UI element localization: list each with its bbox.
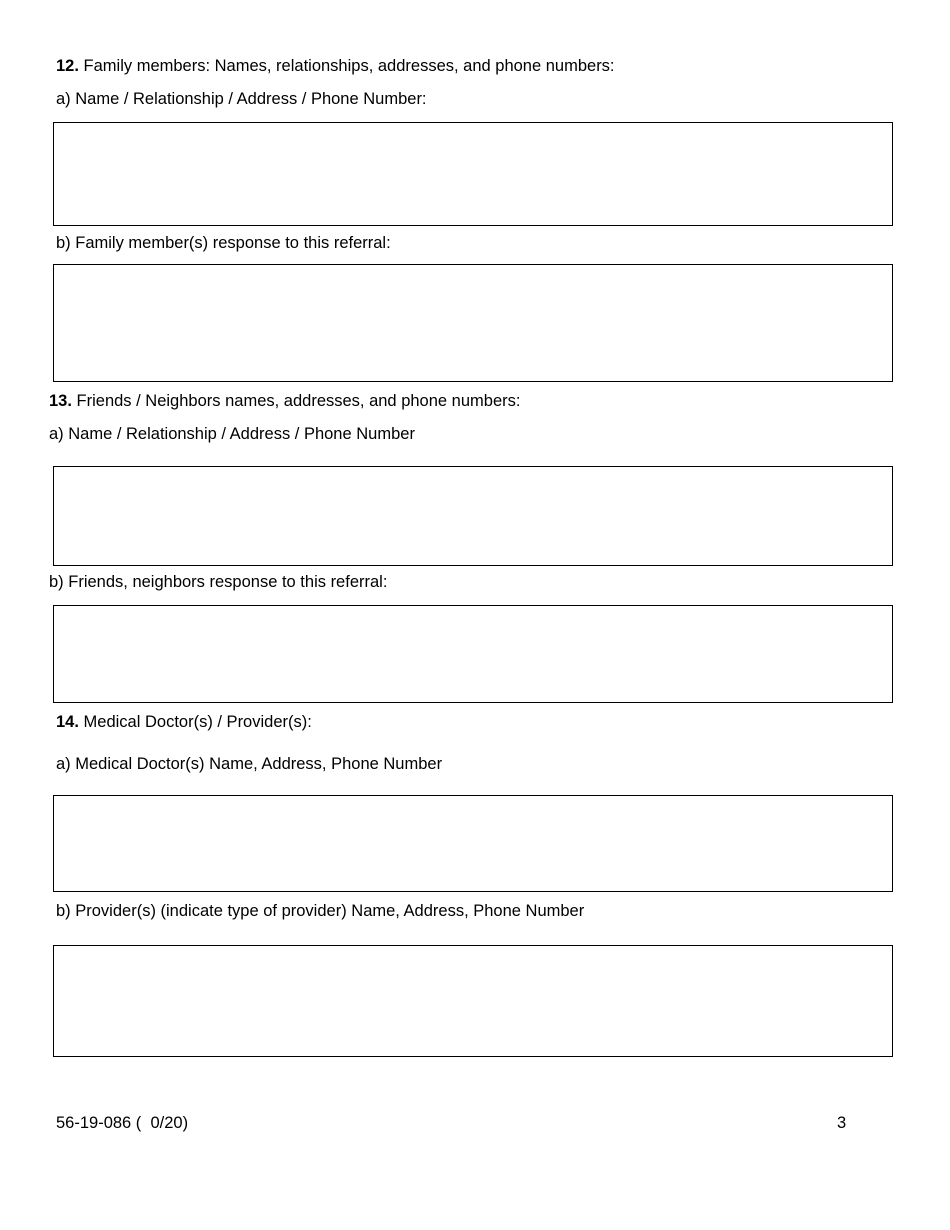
q14a-label: a) Medical Doctor(s) Name, Address, Phone Number bbox=[56, 755, 443, 773]
q13-title: Friends / Neighbors names, addresses, and phone numbers: bbox=[76, 392, 521, 410]
q13a-field[interactable] bbox=[53, 466, 893, 566]
q14-heading bbox=[56, 712, 312, 732]
q12a-label: a) Name / Relationship / Address / Phone Number: bbox=[56, 90, 427, 108]
page-number: 3 bbox=[837, 1114, 847, 1132]
q12-title: Family members: Names, relationships, addresses, and phone numbers: bbox=[83, 57, 615, 75]
q14-title: Medical Doctor(s) / Provider(s): bbox=[83, 713, 312, 731]
q12-heading bbox=[56, 56, 615, 76]
q14a-field[interactable] bbox=[53, 795, 893, 892]
q12a-field[interactable] bbox=[53, 122, 893, 226]
q14b-label: b) Provider(s) (indicate type of provider) Name, Address, Phone Number bbox=[56, 902, 585, 920]
q13a-label: a) Name / Relationship / Address / Phone Number bbox=[49, 425, 415, 443]
q13-number: 13. bbox=[49, 392, 72, 410]
q13-heading bbox=[49, 391, 520, 411]
q14-number: 14. bbox=[56, 713, 79, 731]
q14b-field[interactable] bbox=[53, 945, 893, 1057]
q12b-label: b) Family member(s) response to this referral: bbox=[56, 234, 391, 252]
q12-number: 12. bbox=[56, 57, 79, 75]
q12b-field[interactable] bbox=[53, 264, 893, 382]
q13b-field[interactable] bbox=[53, 605, 893, 703]
form-id: 56-19-086 ( 0/20) bbox=[56, 1114, 189, 1132]
q13b-label: b) Friends, neighbors response to this referral: bbox=[49, 573, 388, 591]
